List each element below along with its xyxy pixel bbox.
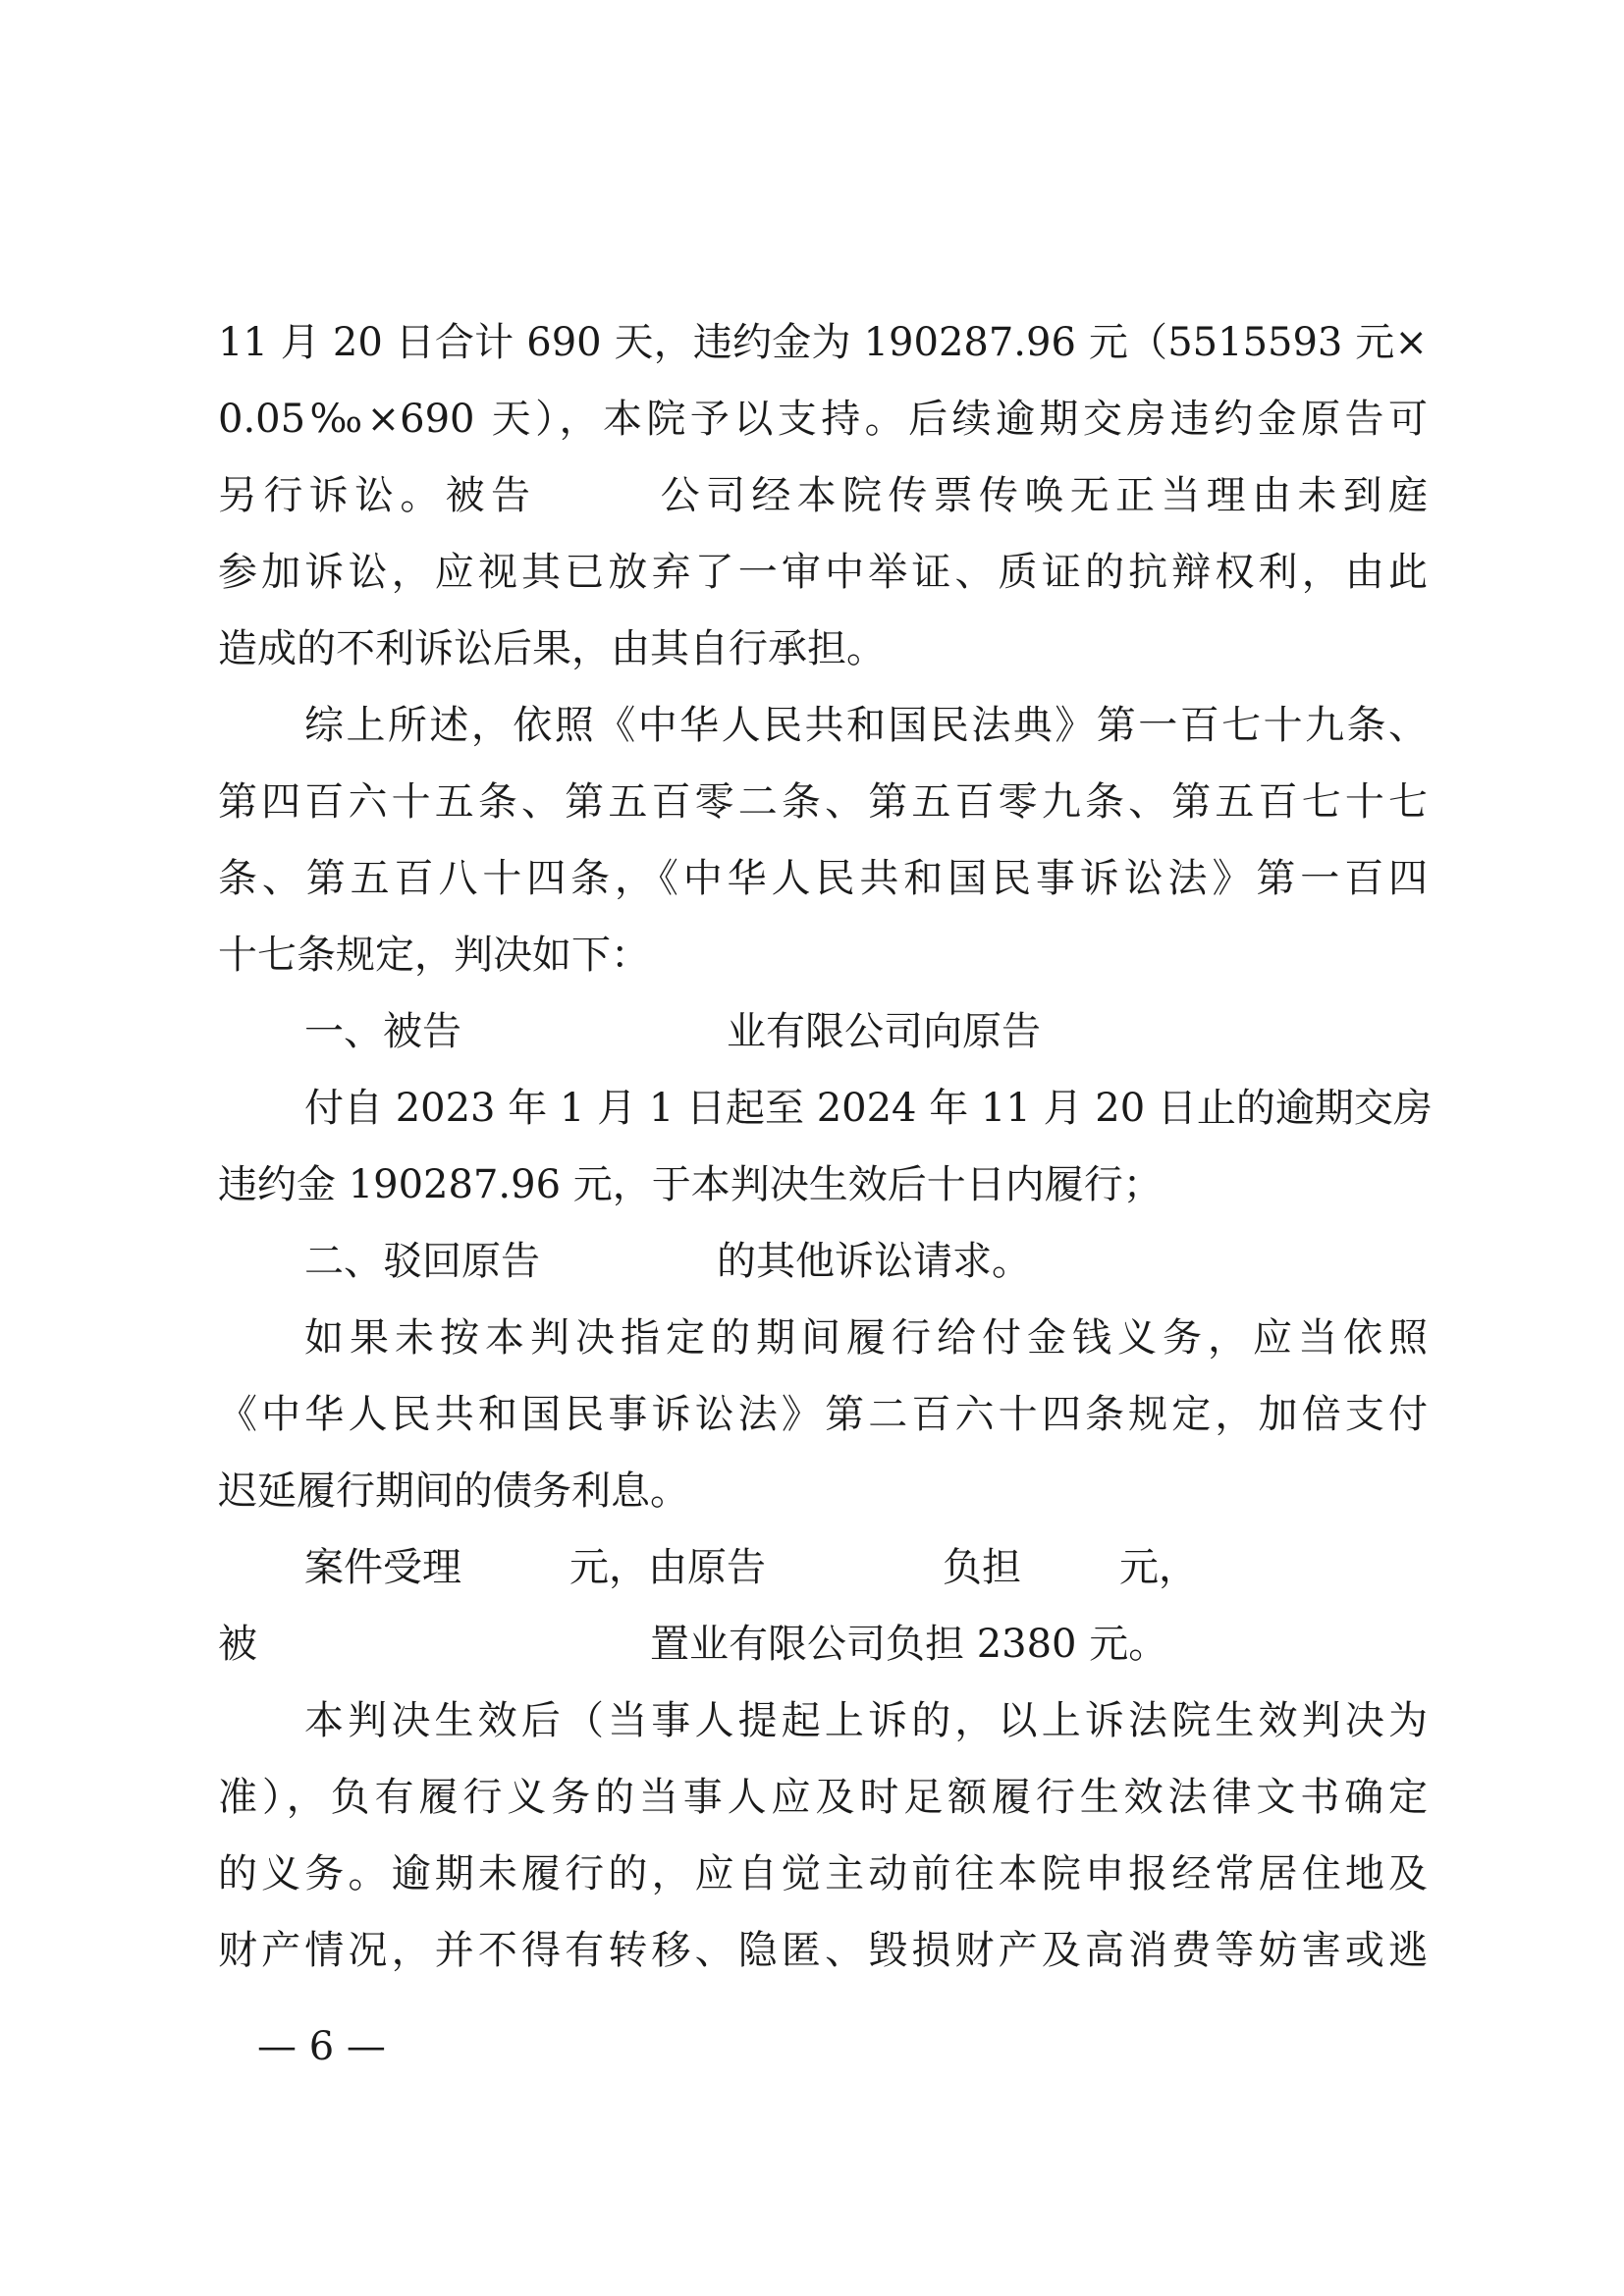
page-number: — 6 — [257,2024,386,2069]
text-line: 11 月 20 日合计 690 天，违约金为 190287.96 元（5515593 元× [218,320,1428,365]
text-line: 本判决生效后（当事人提起上诉的，以上诉法院生效判决为 [304,1698,1428,1743]
text-line: 条、第五百八十四条，《中华人民共和国民事诉讼法》第一百四 [218,856,1428,901]
text-line: 违约金 190287.96 元，于本判决生效后十日内履行； [218,1162,1163,1207]
text-line: 财产情况，并不得有转移、隐匿、毁损财产及高消费等妨害或逃 [218,1928,1428,1973]
text-line: 参加诉讼，应视其已放弃了一审中举证、质证的抗辩权利，由此 [218,550,1428,595]
text-line: 造成的不利诉讼后果，由其自行承担。 [218,626,886,671]
text-line: 第四百六十五条、第五百零二条、第五百零九条、第五百七十七 [218,779,1428,825]
text-line: 准），负有履行义务的当事人应及时足额履行生效法律文书确定 [218,1775,1428,1820]
text-line: 综上所述，依照《中华人民共和国民法典》第一百七十九条、 [304,703,1428,748]
text-line: 《中华人民共和国民事诉讼法》第二百六十四条规定，加倍支付 [218,1392,1428,1437]
text-line: 迟延履行期间的债务利息。 [218,1468,689,1514]
fee-line: 被 置业有限公司负担 2380 元。 [218,1622,1168,1667]
text-line: 十七条规定，判决如下： [218,933,650,978]
text-line: 另行诉讼。被告 公司经本院传票传唤无正当理由未到庭 [218,473,1429,518]
text-line: 的义务。逾期未履行的，应自觉主动前往本院申报经常居住地及 [218,1851,1428,1896]
fee-line: 案件受理 元，由原告 负担 元， [304,1545,1198,1590]
text-line: 如果未按本判决指定的期间履行给付金钱义务，应当依照 [304,1315,1428,1361]
judgment-item-1: 一、被告 业有限公司向原告 [304,1009,1041,1054]
text-line: 付自 2023 年 1 月 1 日起至 2024 年 11 月 20 日止的逾期交房 [304,1086,1433,1131]
text-line: 0.05‰×690 天），本院予以支持。后续逾期交房违约金原告可 [218,397,1428,442]
judgment-body [218,304,1433,1989]
judgment-item-2: 二、驳回原告 的其他诉讼请求。 [304,1239,1031,1284]
